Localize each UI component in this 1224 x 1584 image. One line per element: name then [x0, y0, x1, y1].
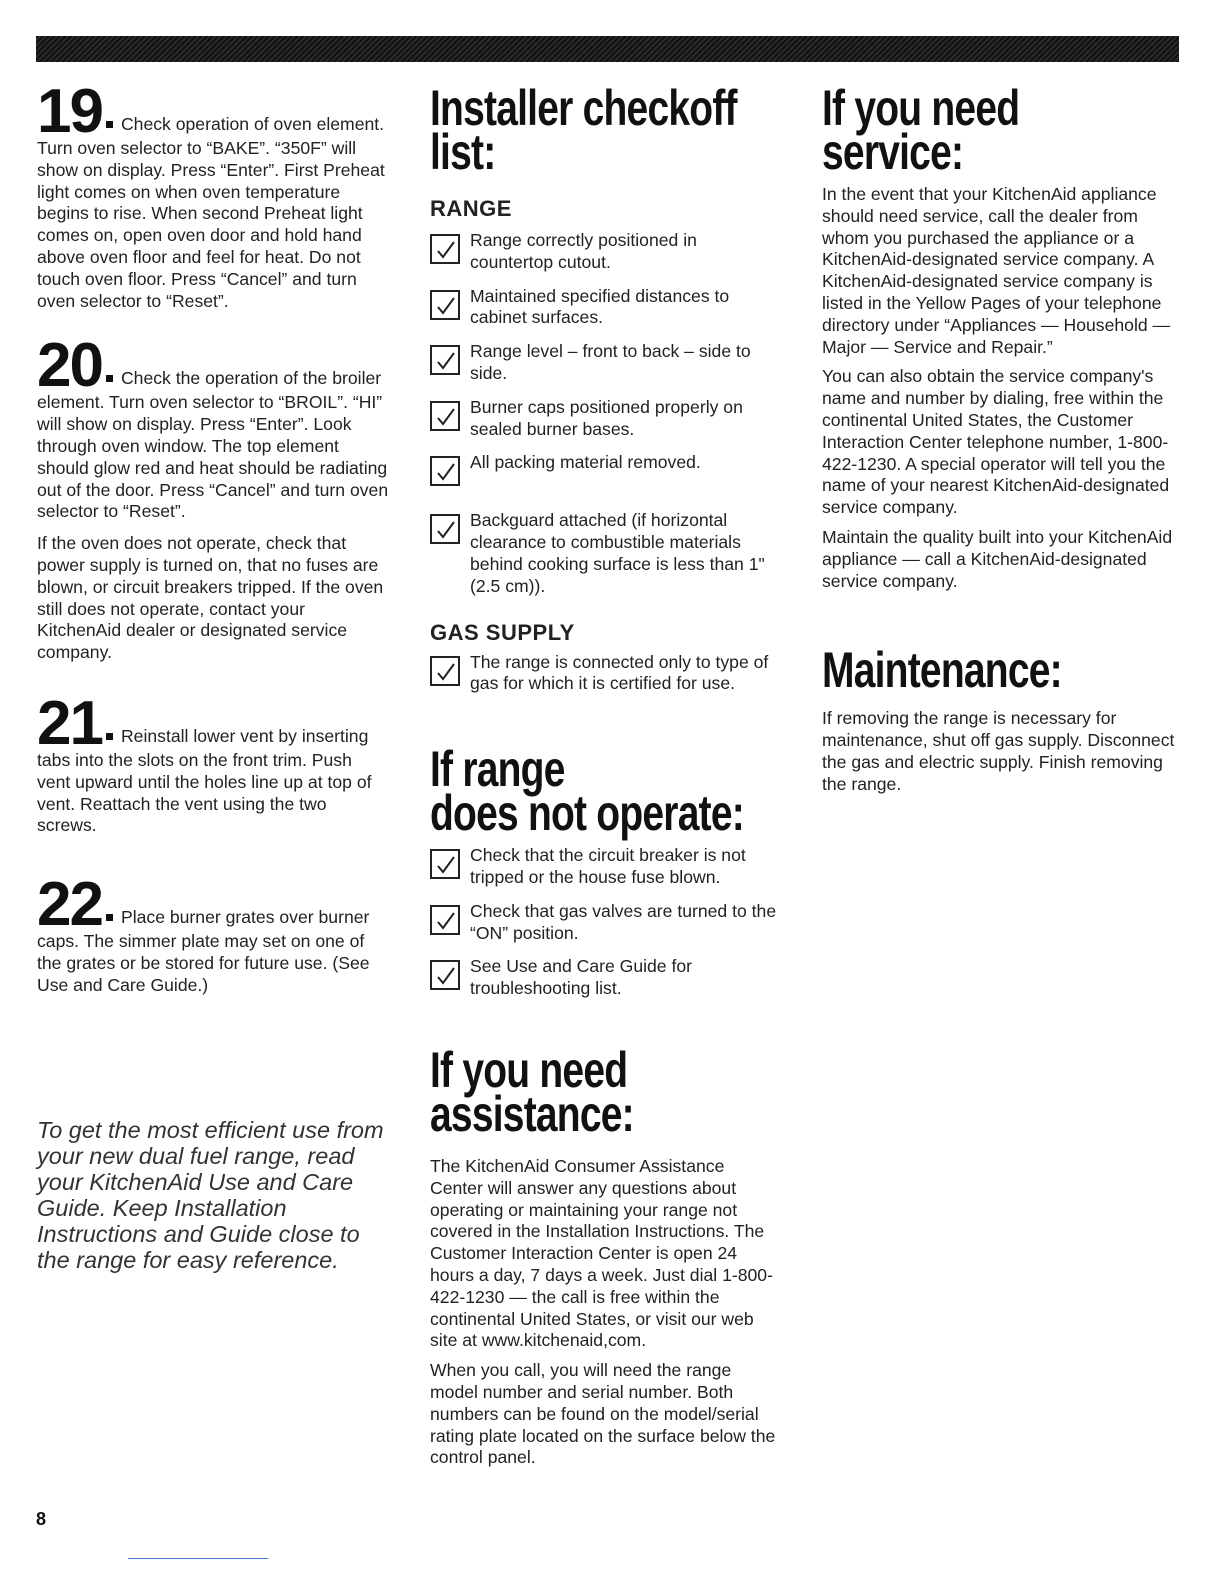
- checklist-text: Backguard attached (if horizontal clearance to combustible materials behind cooking surface is less than 1" (2.5 cm)).: [470, 510, 765, 596]
- bullet-icon: [106, 733, 113, 740]
- step-21: [37, 688, 389, 837]
- checkoff-title-line1: Installer checkoff: [430, 80, 737, 136]
- range-heading: RANGE: [430, 196, 512, 221]
- checkoff-title-line2: list:: [430, 124, 496, 180]
- checklist-text: Range level – front to back – side to side.: [470, 341, 751, 383]
- service-paragraph-2: You can also obtain the service company's name and number by dialing, free within the continental United States, the Customer Interaction Center telephone number, 1-800-422-1230. A special operator will tell you the name of your nearest KitchenAid-designated service company.: [822, 366, 1170, 518]
- step-text: Place burner grates over burner caps. The simmer plate may set on one of the grates or be stored for future use. (See Use and Care Guide.): [37, 907, 370, 995]
- checklist-text: Maintained specified distances to cabinet surfaces.: [470, 285, 730, 328]
- assistance-paragraph-2: When you call, you will need the range model number and serial number. Both numbers can be found on the model/serial rating plate located on the surface below the control panel.: [430, 1360, 776, 1468]
- checklist-text: The range is connected only to type of gas for which it is certified for use.: [470, 651, 769, 694]
- not-operate-title-line1: If range: [430, 741, 565, 798]
- step-number: 21: [37, 688, 102, 758]
- step-number: 22: [37, 870, 102, 940]
- checklist-text: All packing material removed.: [470, 452, 701, 473]
- service-title-line1: If you need: [822, 80, 1020, 136]
- checklist-text: Check that gas valves are turned to the “ON” position.: [470, 900, 777, 943]
- step-number: 20: [37, 331, 102, 401]
- assistance-paragraph-1: The KitchenAid Consumer Assistance Center will answer any questions about operating or maintaining your range not covered in the Installation Instructions. The Customer Interaction Center is open 24 hours a day, 7 days a week. Just dial 1-800-422-1230 — the call is free within the continental United States, or visit our web site at www.kitchenaid,com.: [430, 1155, 773, 1351]
- column-service: [822, 80, 1178, 796]
- checklist-item: [430, 956, 782, 1000]
- step-20: [37, 331, 389, 523]
- gas-supply-heading: GAS SUPPLY: [430, 619, 575, 645]
- bullet-icon: [106, 914, 113, 921]
- footer-rule: [128, 1558, 268, 1559]
- step-text: Reinstall lower vent by inserting tabs into the slots on the front trim. Push vent upward until the holes line up at top of vent. Reattach the vent using the two screws.: [37, 725, 372, 836]
- checklist-item: [430, 341, 782, 385]
- italic-reference-note: To get the most efficient use from your new dual fuel range, read your KitchenAid Use and Care Guide. Keep Installation Instructions and Guide close to the range for easy reference.: [37, 1116, 384, 1273]
- checkbox-checked-icon: [430, 345, 460, 375]
- page-number: 8: [36, 1509, 47, 1529]
- checklist-item: [430, 452, 782, 486]
- header-bar: [36, 36, 1179, 62]
- checklist-item: [430, 397, 782, 441]
- checkbox-checked-icon: [430, 849, 460, 879]
- service-paragraph-1: In the event that your KitchenAid appliance should need service, call the dealer from whom you purchased the appliance or a KitchenAid-designated service company. A KitchenAid-designated service company is listed in the Yellow Pages of your telephone directory under “Appliances — Household — Major — Service and Repair.”: [822, 184, 1171, 357]
- step-19: [37, 77, 389, 312]
- checklist-item: [430, 510, 782, 597]
- checkbox-checked-icon: [430, 960, 460, 990]
- checklist-item: [430, 652, 782, 696]
- checklist-text: Check that the circuit breaker is not tripped or the house fuse blown.: [470, 845, 746, 887]
- checkbox-checked-icon: [430, 290, 460, 320]
- checklist-item: [430, 230, 782, 274]
- checkbox-checked-icon: [430, 656, 460, 686]
- checkbox-checked-icon: [430, 234, 460, 264]
- bullet-icon: [106, 121, 113, 128]
- column-steps: [37, 77, 389, 1273]
- checklist-text: Burner caps positioned properly on sealed burner bases.: [470, 396, 743, 439]
- step-text: Check operation of oven element. Turn oven selector to “BAKE”. “350F” will show on display. Press “Enter”. First Preheat light comes on when oven temperature begins to rise. When second Preheat light comes on, open oven door and hold hand above oven floor and feel for heat. Do not touch oven floor. Press “Cancel” and turn oven selector to “Reset”.: [37, 114, 385, 311]
- step-text: Check the operation of the broiler element. Turn oven selector to “BROIL”. “HI” will show on display. Press “Enter”. Look through oven window. The top element should glow red and heat should be radiating out of the door. Press “Cancel” and turn oven selector to “Reset”.: [37, 368, 389, 522]
- checklist-text: See Use and Care Guide for troubleshooting list.: [470, 956, 693, 999]
- checklist-text: Range correctly positioned in countertop cutout.: [470, 230, 697, 272]
- checklist-item: [430, 901, 782, 945]
- service-title-line2: service:: [822, 124, 964, 180]
- maintenance-paragraph: If removing the range is necessary for maintenance, shut off gas supply. Disconnect the gas and electric supply. Finish removing the range.: [822, 708, 1175, 794]
- assistance-title-line1: If you need: [430, 1041, 628, 1098]
- assistance-title-line2: assistance:: [430, 1085, 634, 1142]
- oven-troubleshoot-note: If the oven does not operate, check that power supply is turned on, that no fuses are blown, or circuit breakers tripped. If the oven still does not operate, contact your KitchenAid dealer or designated service company.: [37, 533, 384, 663]
- not-operate-title-line2: does not operate:: [430, 785, 744, 842]
- checklist-item: [430, 845, 782, 889]
- checkbox-checked-icon: [430, 401, 460, 431]
- maintenance-title: Maintenance:: [822, 642, 1062, 699]
- service-paragraph-3: Maintain the quality built into your KitchenAid appliance — call a KitchenAid-designated service company.: [822, 526, 1173, 591]
- checkbox-checked-icon: [430, 456, 460, 486]
- step-22: [37, 870, 389, 996]
- checkbox-checked-icon: [430, 905, 460, 935]
- column-checkoff: [430, 80, 782, 1469]
- step-number: 19: [37, 77, 102, 146]
- checklist-item: [430, 286, 782, 330]
- checkbox-checked-icon: [430, 514, 460, 544]
- bullet-icon: [106, 375, 113, 382]
